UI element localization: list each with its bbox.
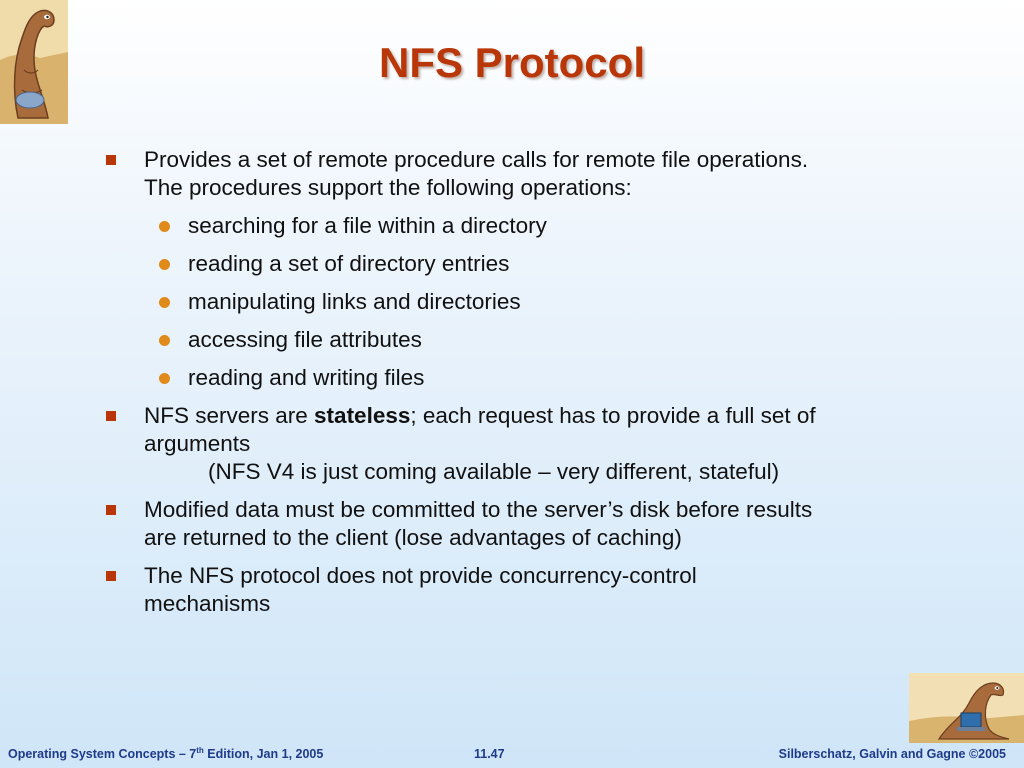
sub-bullet-item	[144, 364, 930, 392]
bullet-item	[100, 496, 930, 552]
bullet-text-bold: stateless	[314, 403, 411, 428]
dot-bullet-icon	[159, 259, 170, 270]
bullet-text-before: NFS servers are	[144, 403, 315, 428]
footer-book-title-prefix: Operating System Concepts – 7	[8, 747, 197, 761]
dot-bullet-icon	[159, 297, 170, 308]
square-bullet-icon	[106, 571, 116, 581]
bullet-item	[100, 402, 930, 486]
bullet-line: mechanisms	[144, 591, 271, 616]
sub-bullet-text: reading a set of directory entries	[188, 251, 510, 276]
bullet-line: The NFS protocol does not provide concurrency-control	[144, 563, 697, 588]
footer-copyright: Silberschatz, Galvin and Gagne ©2005	[778, 747, 1006, 761]
square-bullet-icon	[106, 505, 116, 515]
page-number: 11.47	[474, 747, 505, 761]
square-bullet-icon	[106, 155, 116, 165]
bullet-note: (NFS V4 is just coming available – very different, stateful)	[208, 459, 780, 484]
sub-bullet-text: reading and writing files	[188, 365, 425, 390]
sub-bullet-text: manipulating links and directories	[188, 289, 521, 314]
bullet-line: Provides a set of remote procedure calls for remote file operations.	[144, 147, 809, 172]
footer-superscript: th	[196, 745, 204, 755]
dot-bullet-icon	[159, 335, 170, 346]
sub-bullet-item	[144, 212, 930, 240]
sub-bullet-item	[144, 326, 930, 354]
bullet-line: are returned to the client (lose advantages of caching)	[144, 525, 682, 550]
sub-bullet-item	[144, 288, 930, 316]
sub-bullet-text: accessing file attributes	[188, 327, 422, 352]
sub-bullet-item	[144, 250, 930, 278]
dot-bullet-icon	[159, 373, 170, 384]
footer-book-title-suffix: Edition, Jan 1, 2005	[203, 747, 324, 761]
bullet-text-after: ; each request has to provide a full set of	[410, 403, 816, 428]
bullet-item	[100, 146, 930, 392]
bullet-item	[100, 562, 930, 618]
sub-bullet-text: searching for a file within a directory	[188, 213, 547, 238]
slide-content	[100, 146, 930, 628]
footer-book-title	[8, 746, 323, 762]
bullet-line: Modified data must be committed to the server’s disk before results	[144, 497, 813, 522]
dinosaur-laptop-icon	[909, 673, 1024, 743]
dot-bullet-icon	[159, 221, 170, 232]
bullet-line: arguments	[144, 431, 251, 456]
slide-title: NFS Protocol	[378, 39, 645, 86]
bullet-line: The procedures support the following operations:	[144, 175, 632, 200]
square-bullet-icon	[106, 411, 116, 421]
